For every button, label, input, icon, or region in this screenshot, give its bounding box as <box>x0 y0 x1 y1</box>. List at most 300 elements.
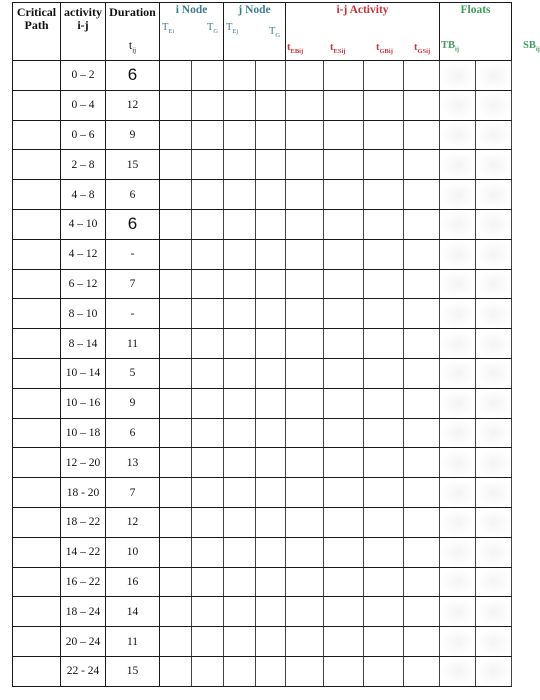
sb-cell <box>476 358 512 388</box>
activity-cell: 16 – 22 <box>61 567 106 597</box>
tb-cell <box>440 239 476 269</box>
critical-path-header <box>13 3 61 61</box>
j-node-tg-cell <box>256 448 286 478</box>
duration-cell: 7 <box>106 269 160 299</box>
i-node-te-cell <box>160 567 192 597</box>
critical-path-cell <box>13 269 61 299</box>
critical-path-cell <box>13 329 61 359</box>
j-node-header <box>224 3 286 61</box>
sb-cell <box>476 150 512 180</box>
critical-path-cell <box>13 90 61 120</box>
j-node-te-cell <box>224 656 256 686</box>
j-node-te-cell <box>224 478 256 508</box>
i-node-tg-cell <box>192 120 224 150</box>
tb-cell <box>440 656 476 686</box>
floats-header <box>440 3 540 61</box>
i-node-tg-cell <box>192 507 224 537</box>
sb-cell <box>476 209 512 239</box>
j-node-tg-cell <box>256 180 286 210</box>
table-row <box>13 507 512 537</box>
t-esij-cell <box>324 656 364 686</box>
j-node-subheaders <box>224 18 285 52</box>
t-gsij-cell <box>404 61 440 91</box>
t-gbij-cell <box>364 358 404 388</box>
t-ebij-label: $t_{EBij}$ <box>287 42 304 56</box>
critical-path-cell <box>13 627 61 657</box>
table-row <box>13 299 512 329</box>
sb-cell <box>476 329 512 359</box>
i-node-tg-cell <box>192 299 224 329</box>
j-node-te-cell <box>224 388 256 418</box>
t-gsij-cell <box>404 656 440 686</box>
sb-cell <box>476 120 512 150</box>
tb-label: $TB_{ij}$ <box>441 40 459 54</box>
duration-cell: 6 <box>106 209 160 239</box>
activity-cell: 18 – 22 <box>61 507 106 537</box>
critical-path-cell <box>13 388 61 418</box>
t-ebij-cell <box>286 90 324 120</box>
i-node-tg-cell <box>192 388 224 418</box>
activity-cell: 0 – 6 <box>61 120 106 150</box>
t-gbij-cell <box>364 448 404 478</box>
j-node-te-cell <box>224 567 256 597</box>
t-gbij-cell <box>364 239 404 269</box>
critical-path-cell <box>13 597 61 627</box>
t-esij-cell <box>324 358 364 388</box>
activity-cell: 0 – 2 <box>61 61 106 91</box>
j-node-tg-cell <box>256 61 286 91</box>
activity-cell: 18 - 20 <box>61 478 106 508</box>
j-node-tg-cell <box>256 567 286 597</box>
t-esij-cell <box>324 627 364 657</box>
i-node-tg-cell <box>192 656 224 686</box>
j-node-te-label: $T_{Ej}$ <box>226 22 239 36</box>
t-gsij-cell <box>404 418 440 448</box>
table-row <box>13 90 512 120</box>
i-node-te-cell <box>160 329 192 359</box>
i-node-tg-cell <box>192 418 224 448</box>
duration-cell: 16 <box>106 567 160 597</box>
sb-cell <box>476 388 512 418</box>
j-node-tg-cell <box>256 388 286 418</box>
activity-cell: 20 – 24 <box>61 627 106 657</box>
j-node-te-cell <box>224 418 256 448</box>
t-esij-cell <box>324 269 364 299</box>
tb-cell <box>440 299 476 329</box>
activity-cell: 0 – 4 <box>61 90 106 120</box>
floats-subheaders <box>440 18 540 54</box>
t-ebij-cell <box>286 567 324 597</box>
t-ebij-cell <box>286 388 324 418</box>
j-node-te-cell <box>224 597 256 627</box>
sb-cell <box>476 448 512 478</box>
t-gsij-cell <box>404 507 440 537</box>
tb-cell <box>440 567 476 597</box>
duration-cell: 11 <box>106 627 160 657</box>
i-node-te-cell <box>160 597 192 627</box>
t-ebij-cell <box>286 150 324 180</box>
t-esij-cell <box>324 448 364 478</box>
activity-cell: 22 - 24 <box>61 656 106 686</box>
critical-path-cell <box>13 150 61 180</box>
table-row <box>13 269 512 299</box>
t-esij-cell <box>324 180 364 210</box>
table-row <box>13 120 512 150</box>
table-row <box>13 388 512 418</box>
t-ebij-cell <box>286 120 324 150</box>
critical-path-cell <box>13 299 61 329</box>
i-node-te-cell <box>160 507 192 537</box>
j-node-tg-cell <box>256 627 286 657</box>
header-row <box>13 3 512 61</box>
tb-cell <box>440 329 476 359</box>
t-esij-cell <box>324 150 364 180</box>
i-node-te-cell <box>160 418 192 448</box>
t-gbij-cell <box>364 329 404 359</box>
i-node-te-cell <box>160 478 192 508</box>
sb-cell <box>476 90 512 120</box>
j-node-te-cell <box>224 269 256 299</box>
t-ebij-cell <box>286 239 324 269</box>
i-node-tg-cell <box>192 180 224 210</box>
i-node-tg-cell <box>192 567 224 597</box>
t-esij-cell <box>324 299 364 329</box>
duration-symbol-sub: ij <box>132 46 137 55</box>
t-ebij-cell <box>286 597 324 627</box>
tb-cell <box>440 478 476 508</box>
i-node-subheaders <box>160 18 223 52</box>
floats-header-label: Floats <box>460 4 491 16</box>
t-gbij-cell <box>364 90 404 120</box>
t-gsij-cell <box>404 180 440 210</box>
ij-activity-subheaders <box>286 18 439 56</box>
activity-header-line1: activity <box>64 5 102 19</box>
critical-path-cell <box>13 656 61 686</box>
duration-cell: 11 <box>106 329 160 359</box>
t-esij-cell <box>324 507 364 537</box>
t-gsij-cell <box>404 90 440 120</box>
i-node-te-cell <box>160 239 192 269</box>
tb-cell <box>440 537 476 567</box>
duration-symbol <box>106 39 159 57</box>
j-node-te-cell <box>224 299 256 329</box>
j-node-tg-cell <box>256 656 286 686</box>
t-ebij-cell <box>286 269 324 299</box>
activity-cell: 18 – 24 <box>61 597 106 627</box>
t-esij-cell <box>324 478 364 508</box>
t-esij-cell <box>324 120 364 150</box>
t-gsij-cell <box>404 329 440 359</box>
i-node-te-cell <box>160 150 192 180</box>
sb-cell <box>476 180 512 210</box>
table-row <box>13 656 512 686</box>
j-node-te-cell <box>224 358 256 388</box>
i-node-tg-cell <box>192 597 224 627</box>
activity-cell: 2 – 8 <box>61 150 106 180</box>
tb-cell <box>440 358 476 388</box>
tb-cell <box>440 388 476 418</box>
j-node-te-cell <box>224 329 256 359</box>
i-node-tg-cell <box>192 329 224 359</box>
tb-cell <box>440 418 476 448</box>
j-node-te-cell <box>224 627 256 657</box>
table-row <box>13 239 512 269</box>
critical-path-cell <box>13 209 61 239</box>
critical-path-header-line2: Path <box>24 18 49 32</box>
sb-cell <box>476 656 512 686</box>
i-node-te-cell <box>160 358 192 388</box>
i-node-te-cell <box>160 537 192 567</box>
t-gsij-cell <box>404 209 440 239</box>
duration-cell: 10 <box>106 537 160 567</box>
sb-cell <box>476 418 512 448</box>
t-ebij-cell <box>286 418 324 448</box>
critical-path-cell <box>13 478 61 508</box>
t-gbij-cell <box>364 656 404 686</box>
i-node-te-cell <box>160 269 192 299</box>
t-gsij-cell <box>404 358 440 388</box>
t-gbij-cell <box>364 209 404 239</box>
t-gsij-cell <box>404 597 440 627</box>
duration-cell: 15 <box>106 656 160 686</box>
critical-path-cell <box>13 61 61 91</box>
t-gbij-cell <box>364 388 404 418</box>
j-node-tg-cell <box>256 597 286 627</box>
duration-cell: 13 <box>106 448 160 478</box>
t-esij-label: $t_{ESij}$ <box>330 42 346 56</box>
i-node-tg-cell <box>192 269 224 299</box>
j-node-tg-cell <box>256 269 286 299</box>
sb-cell <box>476 61 512 91</box>
j-node-header-label: j Node <box>238 4 271 16</box>
t-ebij-cell <box>286 299 324 329</box>
i-node-te-cell <box>160 388 192 418</box>
duration-cell: 15 <box>106 150 160 180</box>
t-esij-cell <box>324 61 364 91</box>
t-gbij-cell <box>364 269 404 299</box>
i-node-tg-cell <box>192 90 224 120</box>
activity-rows <box>13 61 512 687</box>
table-row <box>13 478 512 508</box>
tb-cell <box>440 597 476 627</box>
t-esij-cell <box>324 597 364 627</box>
critical-path-cell <box>13 567 61 597</box>
duration-cell: - <box>106 299 160 329</box>
t-ebij-cell <box>286 656 324 686</box>
table-row <box>13 627 512 657</box>
tb-cell <box>440 150 476 180</box>
duration-cell: 12 <box>106 507 160 537</box>
duration-header-label: Duration <box>109 5 156 19</box>
i-node-te-cell <box>160 299 192 329</box>
i-node-tg-cell <box>192 150 224 180</box>
j-node-tg-cell <box>256 507 286 537</box>
t-esij-cell <box>324 329 364 359</box>
sb-label: $SB_{ij}$ <box>523 40 540 54</box>
j-node-tg-cell <box>256 120 286 150</box>
i-node-tg-cell <box>192 448 224 478</box>
ij-activity-header <box>286 3 440 61</box>
tb-cell <box>440 180 476 210</box>
sb-cell <box>476 597 512 627</box>
j-node-te-cell <box>224 209 256 239</box>
t-gsij-cell <box>404 627 440 657</box>
t-ebij-cell <box>286 180 324 210</box>
i-node-tg-cell <box>192 358 224 388</box>
j-node-te-cell <box>224 180 256 210</box>
activity-header-line2: i-j <box>77 18 89 32</box>
t-gbij-cell <box>364 507 404 537</box>
critical-path-header-line1: Critical <box>16 5 57 19</box>
table-row <box>13 150 512 180</box>
table-row <box>13 329 512 359</box>
t-esij-cell <box>324 209 364 239</box>
duration-cell: 6 <box>106 180 160 210</box>
i-node-tg-cell <box>192 209 224 239</box>
tb-cell <box>440 61 476 91</box>
table-row <box>13 597 512 627</box>
j-node-te-cell <box>224 150 256 180</box>
duration-cell: 14 <box>106 597 160 627</box>
i-node-tg-cell <box>192 478 224 508</box>
activity-cell: 8 – 10 <box>61 299 106 329</box>
sb-cell <box>476 627 512 657</box>
t-ebij-cell <box>286 478 324 508</box>
duration-cell: 9 <box>106 120 160 150</box>
activity-cell: 10 – 16 <box>61 388 106 418</box>
activity-cell: 4 – 8 <box>61 180 106 210</box>
t-esij-cell <box>324 239 364 269</box>
t-esij-cell <box>324 388 364 418</box>
t-ebij-cell <box>286 537 324 567</box>
t-ebij-cell <box>286 627 324 657</box>
tb-cell <box>440 507 476 537</box>
t-esij-cell <box>324 418 364 448</box>
table-row <box>13 209 512 239</box>
i-node-te-cell <box>160 120 192 150</box>
activity-cell: 8 – 14 <box>61 329 106 359</box>
sb-cell <box>476 299 512 329</box>
tb-cell <box>440 209 476 239</box>
t-gsij-cell <box>404 388 440 418</box>
i-node-te-cell <box>160 90 192 120</box>
j-node-te-cell <box>224 448 256 478</box>
t-ebij-cell <box>286 448 324 478</box>
j-node-te-cell <box>224 239 256 269</box>
sb-cell <box>476 478 512 508</box>
i-node-te-cell <box>160 448 192 478</box>
t-esij-cell <box>324 537 364 567</box>
t-gbij-cell <box>364 120 404 150</box>
j-node-tg-cell <box>256 418 286 448</box>
j-node-te-cell <box>224 537 256 567</box>
t-gsij-cell <box>404 478 440 508</box>
table-row <box>13 61 512 91</box>
i-node-te-cell <box>160 627 192 657</box>
j-node-te-cell <box>224 120 256 150</box>
i-node-te-label: $T_{Ei}$ <box>162 22 175 36</box>
t-gbij-cell <box>364 150 404 180</box>
critical-path-cell <box>13 180 61 210</box>
critical-path-cell <box>13 120 61 150</box>
tb-cell <box>440 90 476 120</box>
t-gbij-cell <box>364 180 404 210</box>
duration-cell: 6 <box>106 61 160 91</box>
tb-cell <box>440 627 476 657</box>
duration-cell: 5 <box>106 358 160 388</box>
duration-cell: - <box>106 239 160 269</box>
t-ebij-cell <box>286 358 324 388</box>
i-node-te-cell <box>160 209 192 239</box>
j-node-tg-cell <box>256 358 286 388</box>
t-gbij-cell <box>364 567 404 597</box>
i-node-tg-cell <box>192 537 224 567</box>
critical-path-cell <box>13 507 61 537</box>
t-ebij-cell <box>286 209 324 239</box>
j-node-tg-label: $T_G$ <box>269 26 281 40</box>
i-node-te-cell <box>160 61 192 91</box>
i-node-tg-cell <box>192 627 224 657</box>
j-node-te-cell <box>224 61 256 91</box>
ij-activity-header-label: i-j Activity <box>336 4 389 16</box>
table-row <box>13 180 512 210</box>
critical-path-cell <box>13 358 61 388</box>
activity-cell: 6 – 12 <box>61 269 106 299</box>
i-node-tg-cell <box>192 239 224 269</box>
j-node-tg-cell <box>256 537 286 567</box>
t-ebij-cell <box>286 329 324 359</box>
i-node-tg-label: $T_G$ <box>207 22 219 36</box>
j-node-tg-cell <box>256 299 286 329</box>
duration-cell: 7 <box>106 478 160 508</box>
duration-symbol-t: t <box>128 38 133 52</box>
i-node-header <box>160 3 224 61</box>
activity-cell: 14 – 22 <box>61 537 106 567</box>
t-gsij-label: $t_{GSij}$ <box>414 42 431 56</box>
cpm-worksheet-table <box>12 2 540 687</box>
duration-cell: 9 <box>106 388 160 418</box>
t-gbij-cell <box>364 299 404 329</box>
table-row <box>13 537 512 567</box>
j-node-te-cell <box>224 90 256 120</box>
table-row <box>13 567 512 597</box>
activity-cell: 4 – 10 <box>61 209 106 239</box>
t-gbij-label: $t_{GBij}$ <box>376 42 393 56</box>
tb-cell <box>440 448 476 478</box>
sb-cell <box>476 269 512 299</box>
t-ebij-cell <box>286 61 324 91</box>
t-esij-cell <box>324 90 364 120</box>
t-ebij-cell <box>286 507 324 537</box>
duration-header <box>106 3 160 61</box>
duration-cell: 6 <box>106 418 160 448</box>
j-node-tg-cell <box>256 209 286 239</box>
j-node-tg-cell <box>256 90 286 120</box>
activity-header <box>61 3 106 61</box>
t-gbij-cell <box>364 61 404 91</box>
t-gbij-cell <box>364 537 404 567</box>
j-node-te-cell <box>224 507 256 537</box>
i-node-header-label: i Node <box>175 4 208 16</box>
i-node-te-cell <box>160 180 192 210</box>
j-node-tg-cell <box>256 150 286 180</box>
t-gsij-cell <box>404 448 440 478</box>
t-gsij-cell <box>404 299 440 329</box>
sb-cell <box>476 567 512 597</box>
j-node-tg-cell <box>256 239 286 269</box>
tb-cell <box>440 120 476 150</box>
t-esij-cell <box>324 567 364 597</box>
